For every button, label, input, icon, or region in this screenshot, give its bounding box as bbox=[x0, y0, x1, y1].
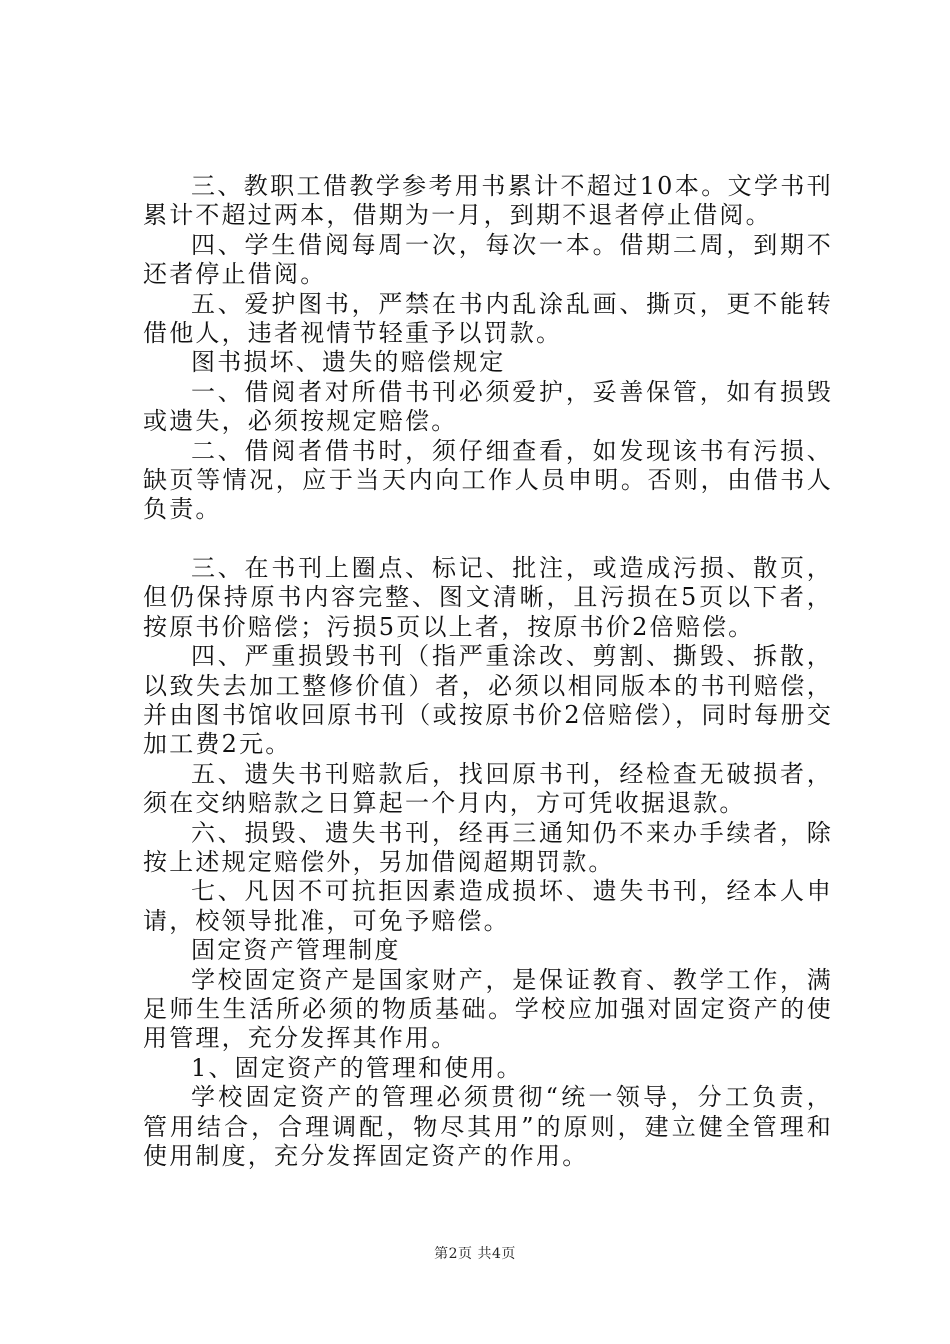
paragraph: 三、教职工借教学参考用书累计不超过10本。文学书刊累计不超过两本，借期为一月，到期不退者停止借阅。 bbox=[143, 172, 833, 230]
paragraph: 二、借阅者借书时，须仔细查看，如发现该书有污损、缺页等情况，应于当天内向工作人员申明。否则，由借书人负责。 bbox=[143, 436, 833, 524]
paragraph: 五、遗失书刊赔款后，找回原书刊，经检查无破损者，须在交纳赔款之日算起一个月内，方可凭收据退款。 bbox=[143, 759, 833, 818]
paragraph: 五、爱护图书，严禁在书内乱涂乱画、撕页，更不能转借他人，违者视情节轻重予以罚款。 bbox=[143, 289, 833, 348]
paragraph: 1、固定资产的管理和使用。 bbox=[191, 1053, 523, 1082]
paragraph: 一、借阅者对所借书刊必须爱护，妥善保管，如有损毁或遗失，必须按规定赔偿。 bbox=[143, 377, 833, 436]
section-heading: 图书损坏、遗失的赔偿规定 bbox=[191, 348, 506, 377]
paragraph: 学校固定资产是国家财产，是保证教育、教学工作，满足师生生活所必须的物质基础。学校应加强对固定资产的使用管理，充分发挥其作用。 bbox=[143, 965, 833, 1053]
document-body bbox=[143, 172, 833, 1171]
paragraph: 四、学生借阅每周一次，每次一本。借期二周，到期不还者停止借阅。 bbox=[143, 230, 833, 289]
paragraph: 四、严重损毁书刊（指严重涂改、剪割、撕毁、拆散，以致失去加工整修价值）者，必须以相同版本的书刊赔偿，并由图书馆收回原书刊（或按原书价2倍赔偿），同时每册交加工费2元。 bbox=[143, 642, 833, 759]
paragraph: 学校固定资产的管理必须贯彻“统一领导，分工负责，管用结合，合理调配，物尽其用”的原则，建立健全管理和使用制度，充分发挥固定资产的作用。 bbox=[143, 1083, 833, 1170]
page-number-footer: 第2页 共4页 bbox=[434, 1246, 516, 1262]
paragraph: 三、在书刊上圈点、标记、批注，或造成污损、散页，但仍保持原书内容完整、图文清晰，且污损在5页以下者，按原书价赔偿；污损5页以上者，按原书价2倍赔偿。 bbox=[143, 553, 833, 641]
paragraph: 七、凡因不可抗拒因素造成损坏、遗失书刊，经本人申请，校领导批准，可免予赔偿。 bbox=[143, 877, 833, 935]
paragraph: 六、损毁、遗失书刊，经再三通知仍不来办手续者，除按上述规定赔偿外，另加借阅超期罚款。 bbox=[143, 818, 833, 876]
section-heading: 固定资产管理制度 bbox=[191, 936, 401, 965]
